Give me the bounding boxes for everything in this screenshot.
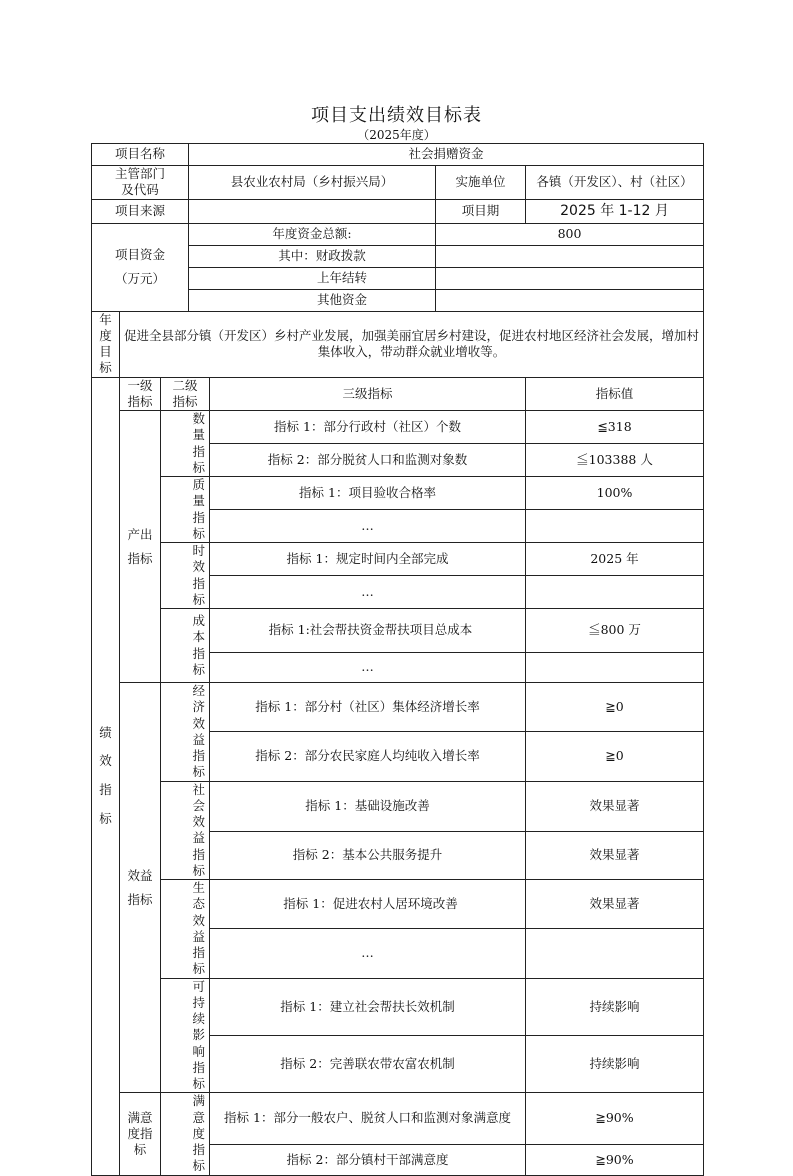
source-label: 项目来源 [92,199,189,223]
quantity-indicator-1: 指标 1：部分行政村（社区）个数 [210,411,526,444]
cost-value-1: ≦800 万 [526,609,704,653]
economic-value-2: ≧0 [526,732,704,781]
output-indicator-label: 产出 指标 [120,411,161,683]
satisfaction-sub-label: 满意 度指 标 [189,1093,210,1175]
period-value: 2025 年 1-12 月 [526,199,704,223]
sustain-value-2: 持续影响 [526,1035,704,1092]
col-value-header: 指标值 [526,377,704,411]
satisfaction-value-2: ≧90% [526,1144,704,1175]
funds-other-label: 其他资金 [189,289,436,311]
economic-indicator-2: 指标 2：部分农民家庭人均纯收入增长率 [210,732,526,781]
satisfaction-spacer [161,1093,189,1175]
eco-indicator-2: … [210,929,526,978]
col-level3-header: 三级指标 [210,377,526,411]
eco-spacer [161,880,189,979]
quality-spacer [161,477,189,543]
quality-value-1: 100% [526,477,704,510]
time-indicator-2: … [210,576,526,609]
funds-carry-value [436,267,704,289]
time-indicator-label: 时效 指标 [189,543,210,609]
page-title: 项目支出绩效目标表 [311,105,482,126]
time-value-1: 2025 年 [526,543,704,576]
cost-value-2 [526,653,704,683]
cost-indicator-2: … [210,653,526,683]
performance-target-table [91,143,704,1176]
sustain-indicator-2: 指标 2：完善联农带农富农机制 [210,1035,526,1092]
economic-indicator-label: 经济 效益 指标 [189,683,210,782]
project-name-value: 社会捐赠资金 [189,144,704,166]
sustain-spacer [161,978,189,1093]
social-spacer [161,781,189,880]
economic-value-1: ≧0 [526,683,704,732]
social-indicator-1: 指标 1：基础设施改善 [210,781,526,831]
funds-total-value: 800 [436,223,704,245]
time-value-2 [526,576,704,609]
sustain-indicator-1: 指标 1：建立社会帮扶长效机制 [210,978,526,1035]
funds-carry-label: 上年结转 [189,267,436,289]
impl-unit-label: 实施单位 [436,166,526,200]
quantity-indicator-label: 数量 指标 [189,411,210,477]
sustain-value-1: 持续影响 [526,978,704,1035]
time-spacer [161,543,189,609]
satisfaction-indicator-1: 指标 1：部分一般农户、脱贫人口和监测对象满意度 [210,1093,526,1145]
cost-indicator-1: 指标 1:社会帮扶资金帮扶项目总成本 [210,609,526,653]
source-value [189,199,436,223]
quality-indicator-label: 质量 指标 [189,477,210,543]
satisfaction-indicator-label: 满意 度指 标 [120,1093,161,1175]
funds-label: 项目资金 （万元） [92,223,189,311]
time-indicator-1: 指标 1：规定时间内全部完成 [210,543,526,576]
page-subtitle: （2025年度） [357,128,436,142]
social-value-2: 效果显著 [526,831,704,879]
social-indicator-label: 社会 效益 指标 [189,781,210,880]
eco-value-2 [526,929,704,978]
annual-goal-text: 促进全县部分镇（开发区）乡村产业发展，加强美丽宜居乡村建设，促进农村地区经济社会发展，增加村集体收入，带动群众就业增收等。 [120,311,704,377]
cost-indicator-label: 成本 指标 [189,609,210,683]
quantity-spacer [161,411,189,477]
satisfaction-indicator-2: 指标 2：部分镇村干部满意度 [210,1144,526,1175]
eco-indicator-label: 生态 效益 指标 [189,880,210,979]
funds-fiscal-value [436,245,704,267]
economic-indicator-1: 指标 1：部分村（社区）集体经济增长率 [210,683,526,732]
funds-total-label: 年度资金总额: [189,223,436,245]
eco-indicator-1: 指标 1：促进农村人居环境改善 [210,880,526,929]
col-level2-header: 二级 指标 [161,377,210,411]
satisfaction-value-1: ≧90% [526,1093,704,1145]
impl-unit-value: 各镇（开发区）、村（社区） [526,166,704,200]
quantity-value-1: ≦318 [526,411,704,444]
eco-value-1: 效果显著 [526,880,704,929]
quality-value-2 [526,510,704,543]
funds-other-value [436,289,704,311]
dept-value: 县农业农村局（乡村振兴局） [189,166,436,200]
period-label: 项目期 [436,199,526,223]
project-name-label: 项目名称 [92,144,189,166]
social-value-1: 效果显著 [526,781,704,831]
quantity-value-2: ≦103388 人 [526,444,704,477]
quantity-indicator-2: 指标 2：部分脱贫人口和监测对象数 [210,444,526,477]
funds-fiscal-label: 其中：财政拨款 [189,245,436,267]
sustain-indicator-label: 可持 续影 响指 标 [189,978,210,1093]
perf-label: 绩 效 指 标 [92,377,120,1175]
cost-spacer [161,609,189,683]
economic-spacer [161,683,189,782]
dept-label: 主管部门 及代码 [92,166,189,200]
quality-indicator-2: … [210,510,526,543]
social-indicator-2: 指标 2：基本公共服务提升 [210,831,526,879]
quality-indicator-1: 指标 1：项目验收合格率 [210,477,526,510]
benefit-indicator-label: 效益 指标 [120,683,161,1093]
col-level1-header: 一级 指标 [120,377,161,411]
annual-goal-label: 年 度 目 标 [92,311,120,377]
